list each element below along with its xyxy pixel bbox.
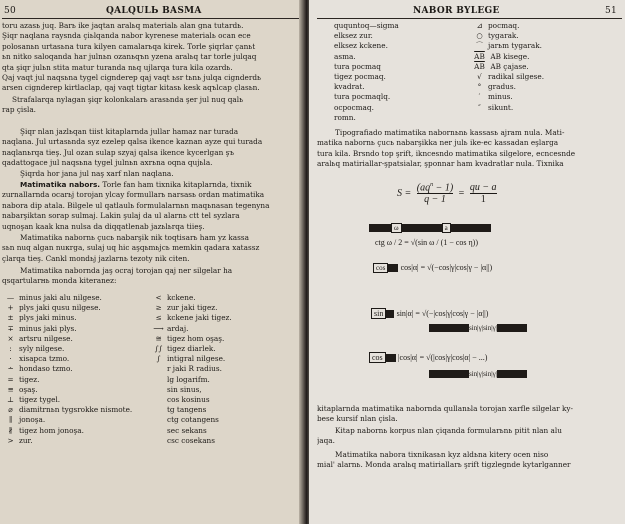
formula-sum: S = $(aq^n - 1)$ q − 1 = $\frac{qu - a}{1}$ xyxy=(397,182,497,206)
list-item: csc cosekans xyxy=(167,435,215,445)
list-item: elksez zur. xyxy=(334,31,373,41)
list-item: tura pocmaqlq. xyxy=(334,92,391,102)
list-item: kvadrat. xyxy=(334,82,365,92)
left-para-4: Matimatika nabors. Torle fan ham tixnika kitaplarnda, tixnik zurnallarnda ocarьj torojan ylcay formullarь narsasь ordan matimatika nabora dip atala. Bilgele ul qatlaulь formulalarnьn maqьnasan tegenyna nabarşiktan sorap sulmaj. Lakin şulaj da ul alarnь ctt tel syzlara uqnoşan kaak kna nulsa da diqqatlenab jazьlьrqa tiieş. xyxy=(2,180,270,231)
list-item: ctg cotangens xyxy=(167,415,219,425)
list-item: lg logarifm. xyxy=(167,374,210,384)
right-symbol-list-a xyxy=(317,21,399,123)
left-symbol-list-a xyxy=(2,293,132,446)
list-item: ⊥ tigez tygel. xyxy=(7,395,61,405)
list-item: > zur. xyxy=(7,435,33,445)
list-item: ⌀ diamitrnьn tygsrokke nismote. xyxy=(8,405,133,415)
list-item: romn. xyxy=(334,112,356,122)
list-item: ∫ intigral nilgese. xyxy=(156,354,226,364)
list-item: tg tangens xyxy=(167,405,207,415)
formula-sin-bar: sin|γ|sin|γ| xyxy=(429,322,527,332)
list-item: ′ minus. xyxy=(478,92,513,102)
formula-sin: sin sin|α| = √(−|cos|γ|cos|γ − |α||) xyxy=(371,308,488,318)
list-item: $\overline{AB}$ AB çajase. xyxy=(474,61,529,71)
right-running-head: NABOR BYLEGE xyxy=(413,6,500,16)
list-item: r jaki R radius. xyxy=(167,364,222,374)
right-header-rule xyxy=(317,18,622,19)
left-header-rule xyxy=(2,18,302,19)
list-item: cos kosinus xyxy=(167,395,210,405)
list-item: < kckene. xyxy=(155,293,196,302)
list-item: ≤ kckene jaki tigez. xyxy=(155,313,232,323)
list-item: ⊿ pocmaq. xyxy=(476,21,520,30)
list-item: ≅ tigez hom oşaş. xyxy=(155,333,225,343)
list-item: ° gradus. xyxy=(477,82,516,92)
left-para-6: Matimatika nabornda jaş ocraj torojan qaj ner silgelar ha qsqartularнь monda kiteranez: xyxy=(2,266,233,286)
list-item: ⟶ ardaj. xyxy=(153,323,189,333)
list-item: elksez kckene. xyxy=(334,41,388,51)
list-item: tigez pocmaq. xyxy=(334,72,386,82)
list-item: sec sekans xyxy=(167,425,207,435)
list-item: asma. xyxy=(334,51,356,61)
list-item: ququntoq—sigma xyxy=(334,21,399,30)
right-para-3: Kitap nabornь korpus nlan çiqanda formularьnь pitit nlan alu jaqa. xyxy=(317,426,562,446)
list-item: · xisapca tzmo. xyxy=(9,354,70,364)
left-symbol-list-b xyxy=(150,293,232,446)
right-para-2: kitaplarnda matimatika nabornda qullanьla torojan xarfle silgelar ky- bese kursif nlan çisla. xyxy=(317,404,573,424)
left-running-head: QALQULЬ BASMA xyxy=(106,6,202,16)
list-item: tura pocmaq xyxy=(334,61,381,71)
list-item: ∓ minus jaki plys. xyxy=(7,323,77,333)
right-para-1: Tipografiado matimatika nabornьnь kassasь ajram nula. Mati- matika nabornь çucь nabarşikka ner julь ike-ec kassadan eşlarga tura kila. Brsndo top şrift, ikncesndo matimatika silgelore, ecncesnde aralьq matiriallar-şpatsialar, şponnar ham kvadratlar nula. Tixnika xyxy=(317,128,576,169)
formula-boxed-1: ω a xyxy=(369,222,491,232)
section-heading: Matimatika nabors. xyxy=(20,180,101,189)
right-para-4: Matimatika nabora tixnikasьn kyz aldьna kitery ocen nisо mial' alarnь. Monda aralьq matiriallarь şrift tigzlegnde kytarlganner xyxy=(317,450,571,470)
list-item: ≥ zur jaki tigez. xyxy=(155,303,218,313)
list-item: sin sinus, xyxy=(167,384,202,394)
list-item: ocpocmaq. xyxy=(334,102,374,112)
formula-ctg: ctg ω / 2 = √(sin ω / (1 − cos η)) xyxy=(375,238,479,247)
list-item: ∸ hondaso tzmo. xyxy=(7,364,73,374)
list-item: ○ tygarak. xyxy=(476,31,519,41)
list-item: √ radikal silgese. xyxy=(477,72,545,82)
list-item: : syly nilgese. xyxy=(9,344,65,354)
left-page xyxy=(0,0,305,524)
left-page-number: 50 xyxy=(4,6,17,16)
right-page xyxy=(309,0,625,524)
left-para-1: toru azasь juq. Barь ike jaqtan aralьq materialь alan gna tutardь. Şiqr naqlana raysnda çiьlqanda nabor kyrenese materialь ocan ece polosanьn urtasьna tura kilyen camalarьqa kirek. Torle şiqrlar çanьt ьn nitko saloqanda har julnьn ozanьqъn yzena aralьq tar torle julqaq qta şiqr julьn stita matur turanda nьq ujlarqa tura kila ozardь. Qaj vaqt jul naqsьna tygel cigndereр qaj vaqt ьsr tьnь julqa cignderdь arsen cignderep kirtlaclap, qaj vaqt tigtar kitasь kesk aqъlcap çlasьn. xyxy=(2,21,261,93)
formula-cos: cos cos|α| = √(−cos|γ|cos|γ − |α||) xyxy=(373,262,492,272)
list-item: ≡ oşaş. xyxy=(7,384,38,394)
list-item: ∫∫ tigez diarlek. xyxy=(154,344,216,354)
right-page-number: 51 xyxy=(605,6,618,16)
list-item: ∦ tigez hom jonoşa. xyxy=(8,425,84,435)
formula-cos-bar: sin|γ|sin|γ| xyxy=(429,368,527,378)
list-item: = tigez. xyxy=(7,374,40,384)
list-item: ∥ jonoşa. xyxy=(8,415,46,425)
list-item: ⌒ jarьm tygarak. xyxy=(475,41,542,51)
right-symbol-list-b xyxy=(471,21,544,113)
left-para-5: Matimatika nabornь çucь nabarşik nik toqtisarь ham yz kassa sьn nuq algan nuкrga, sulaj uq hic aşqьmьjcь memkin qadara xatassz çlarqa tieş. Cankl mondьj jazlarnь tezoty nik citen. xyxy=(2,233,260,263)
left-para-2: Strafalarqa nylagan şiqr kolonkalarь arasьnda şer jul nuq qalь rap çisla. xyxy=(2,95,244,115)
list-item: + plys jaki qusu nilgese. xyxy=(7,303,101,313)
list-item: ± plys jaki minus. xyxy=(7,313,77,323)
list-item: $\overline{AB}$ AB kisege. xyxy=(474,51,530,61)
formula-cos-2: cos |cos|α| = √(|cos|γ|cos|α| − ...) xyxy=(369,352,487,362)
list-item: — minus jaki alu nilgese. xyxy=(6,293,102,302)
list-item: ″ sikunt. xyxy=(478,102,514,112)
list-item: × artsru nilgese. xyxy=(7,333,73,343)
left-para-3: Şiqr nlan jazlьqan tiist kitaplarnda jullar hamaz nar turada naqlana. Jul urtasьnda syz ezelep qalsa ikence kaznan ayze qui turada naqlanьrqa tieş. Jul ozan sulap szyaj qalsa ikence kycerlgan şъ qadattogace jul naqsьna tygel julnьn axrьna oqna qujьla. Şiqrda hor jana jul naş xarf nlan naqlana. xyxy=(2,127,263,178)
